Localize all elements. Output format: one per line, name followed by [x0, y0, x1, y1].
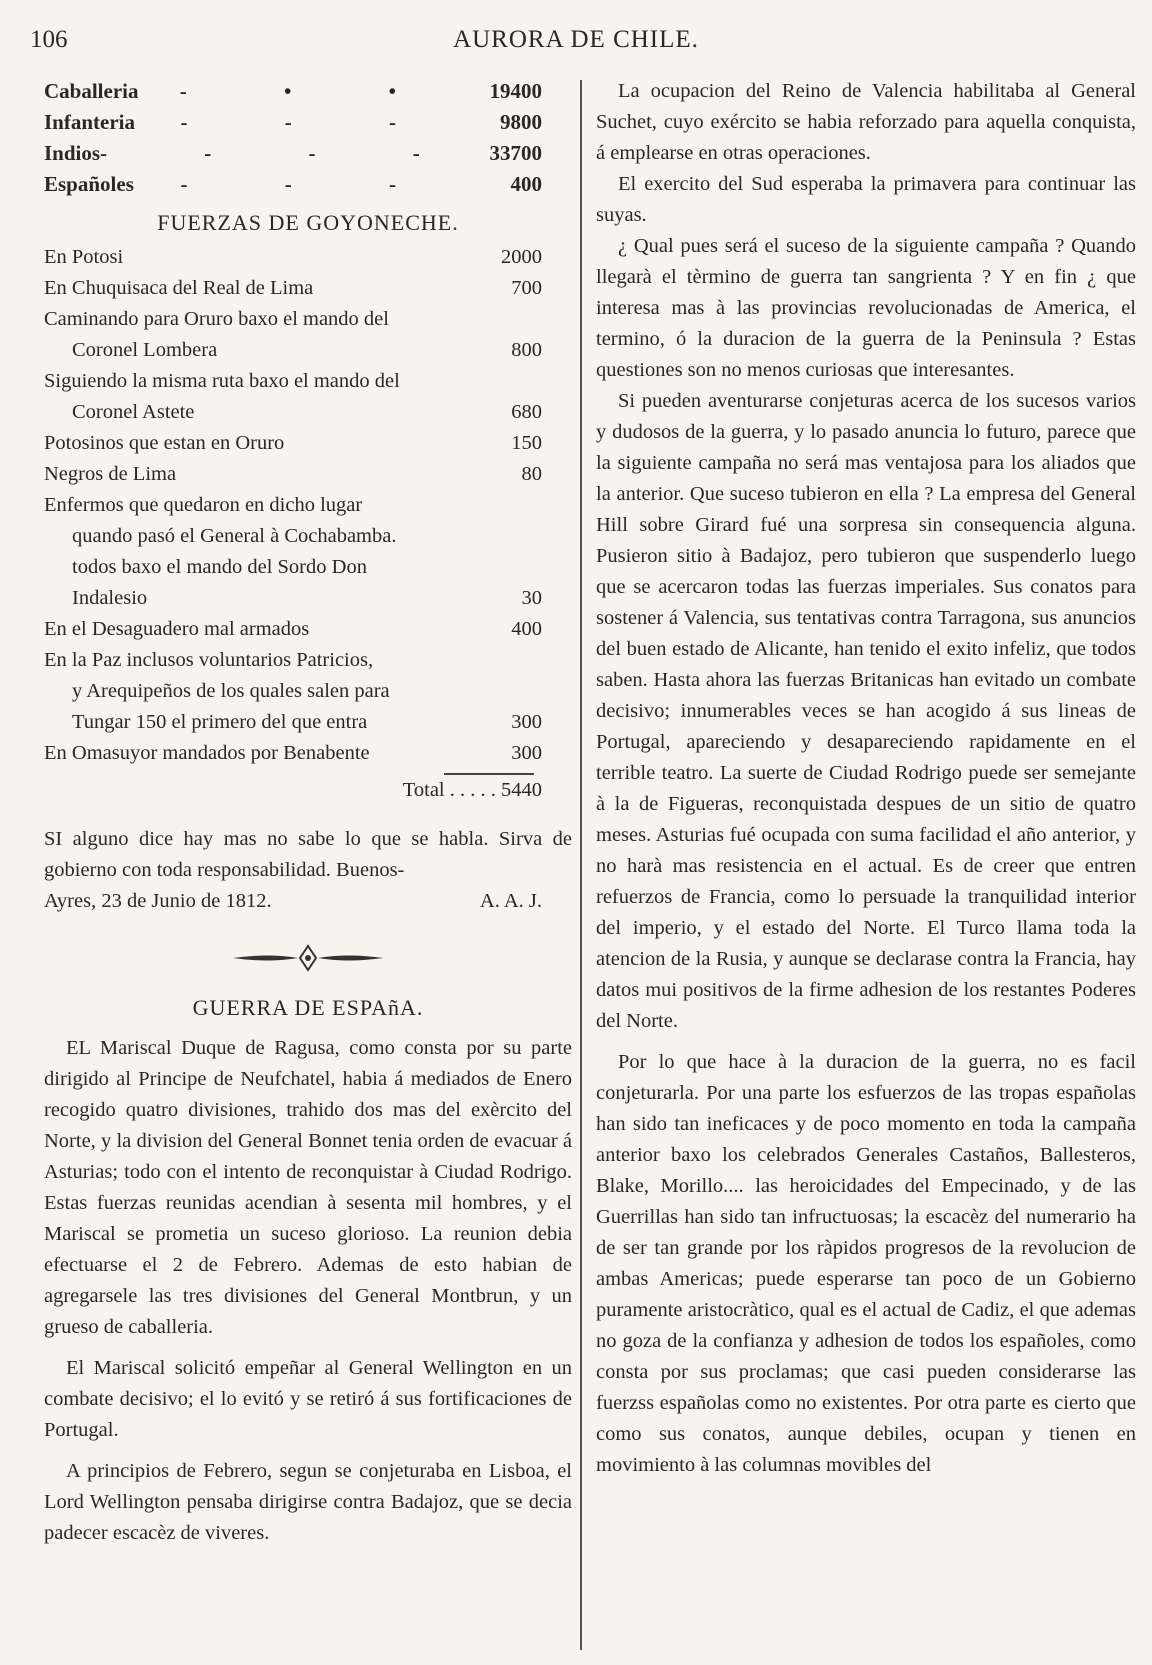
- total-row: [44, 775, 572, 806]
- goyoneche-entry: Potosinos que estan en Oruro 150: [44, 428, 572, 459]
- entry-value: 800: [511, 339, 542, 361]
- section-title-guerra: GUERRA DE ESPAñA.: [192, 995, 424, 1020]
- total-value: 5440: [501, 779, 542, 801]
- running-title: AURORA DE CHILE.: [453, 26, 699, 53]
- ornament-divider: [44, 943, 572, 973]
- article-paragraph: A principios de Febrero, segun se conjeturaba en Lisboa, el Lord Wellington pensaba dirigirse contra Badajoz, que se decia padecer escacèz de viveres.: [44, 1460, 572, 1544]
- page-header: [30, 26, 1122, 66]
- force-label: Españoles: [44, 172, 134, 196]
- force-value: 9800: [500, 110, 542, 134]
- force-value: 400: [510, 172, 542, 196]
- entry-value: 30: [521, 587, 542, 609]
- goyoneche-entry: En Omasuyor mandados por Benabente 300: [44, 738, 572, 769]
- right-column: [596, 76, 1136, 1481]
- goyoneche-entry: En el Desaguadero mal armados 400: [44, 614, 572, 645]
- goyoneche-list: [44, 242, 572, 806]
- goyoneche-entry: Siguiendo la misma ruta baxo el mando del Coronel Astete 680: [44, 366, 572, 428]
- article-paragraph: La ocupacion del Reino de Valencia habilitaba al General Suchet, cuyo exército se habia reforzado para aquella conquista, á emplearse en otras operaciones.: [596, 80, 1136, 164]
- force-row: Españoles - - - 400: [44, 169, 572, 200]
- entry-value: 80: [521, 463, 542, 485]
- goyoneche-entry: Negros de Lima 80: [44, 459, 572, 490]
- article-paragraph: Por lo que hace à la duracion de la guerra, no es facil conjeturarla. Por una parte los esfuerzos de las tropas españolas han sido tan ineficaces y de poco momento en toda la campaña anterior baxo los celebrados Generales Castaños, Ballesteros, Blake, Morillo.... las heroicidades del Empecinado, y de las Guerrillas han sido tan infructuosas; la escacèz del numerario ha de ser tan grande por los ràpidos progresos de la revolucion de ambas Americas; puede esperarse tan poco de un Gobierno puramente aristocràtico, qual es el actual de Cadiz, el que ademas no goza de la confianza y adhesion de todos los españoles, como consta por sus proclamas; que casi pueden considerarse las fuerzss españolas como no existentes. Por otra parte es cierto que como sus conatos, aunque debiles, ocupan y tienen en movimiento à las columnas movibles del: [596, 1051, 1136, 1476]
- goyoneche-entry: En Chuquisaca del Real de Lima 700: [44, 273, 572, 304]
- force-value: 19400: [489, 79, 542, 103]
- note-initials: A. A. J.: [479, 890, 542, 912]
- entry-value: 2000: [501, 246, 542, 268]
- force-row: Caballeria - • • 19400: [44, 76, 572, 107]
- article-paragraph: ¿ Qual pues será el suceso de la siguiente campaña ? Quando llegarà el tèrmino de guerra tan sangrienta ? Y en fin ¿ que interesa mas à las provincias revolucionadas de America, el termino, ó la duracion de la guerra de la Peninsula ? Estas questiones son no menos curiosas que interesantes.: [596, 235, 1136, 381]
- article-paragraph: EL Mariscal Duque de Ragusa, como consta por su parte dirigido al Principe de Neufchatel, habia á mediados de Enero recogido quatro divisiones, trahido dos mas del exèrcito del Norte, y la division del General Bonnet tenia orden de evacuar á Asturias; todo con el intento de reconquistar à Ciudad Rodrigo. Estas fuerzas reunidas acendian à sesenta mil hombres, y el Mariscal se prometia un suceso glorioso. La reunion debia efectuarse el 2 de Febrero. Ademas de esto habian de agregarsele las tres divisiones del General Montbrun, y un grueso de caballeria.: [44, 1037, 572, 1338]
- entry-value: 700: [511, 277, 542, 299]
- column-divider: [580, 80, 582, 1650]
- section-title-goyoneche: FUERZAS DE GOYONECHE.: [157, 210, 459, 235]
- note-signature: [44, 886, 572, 917]
- goyoneche-entry: Caminando para Oruro baxo el mando del Coronel Lombera 800: [44, 304, 572, 366]
- force-value: 33700: [489, 141, 542, 165]
- goyoneche-entry: En Potosi 2000: [44, 242, 572, 273]
- article-paragraph: Si pueden aventurarse conjeturas acerca de los sucesos varios y dudosos de la guerra, y lo pasado anuncia lo futuro, parece que la siguiente campaña no será mas ventajosa para los aliados que la anterior. Que suceso tubieron en ella ? La empresa del General Hill sobre Girard fué una sorpresa sin consequencia alguna. Pusieron sitio à Badajoz, pero tubieron que suspenderlo luego que se acercaron todas las fuerzas imperiales. Sus conatos para sostener á Valencia, sus tentativas contra Tarragona, sus anuncios del buen estado de Alicante, han tenido el exito infeliz, que todos saben. Hasta ahora las fuerzas Britanicas han evitado un combate decisivo; innumerables veces se han acogido á sus lineas de Portugal, apareciendo y desapareciendo rapidamente en el terrible teatro. La suerte de Ciudad Rodrigo puede ser semejante à la de Figueras, reconquistada despues de un sitio de quatro meses. Asturias fué ocupada con suma facilidad el año anterior, y no harà mas resistencia en el actual. Es de creer que entren refuerzos de Francia, como lo persuade la tranquilidad interior del imperio, y el estado del Norte. El Turco llama toda la atencion de la Rusia, y aunque se declarase contra la Francia, hay datos mui positivos de la firme adhesion de los restantes Poderes del Norte.: [596, 390, 1136, 1032]
- entry-value: 300: [511, 711, 542, 733]
- force-label: Infanteria: [44, 110, 135, 134]
- forces-list: [44, 76, 572, 200]
- entry-value: 400: [511, 618, 542, 640]
- entry-value: 300: [511, 742, 542, 764]
- note-place-date: Ayres, 23 de Junio de 1812.: [44, 890, 272, 912]
- force-row: Infanteria - - - 9800: [44, 107, 572, 138]
- article-paragraph: El exercito del Sud esperaba la primavera para continuar las suyas.: [596, 173, 1136, 226]
- force-row: Indios - - - - 33700: [44, 138, 572, 169]
- total-label: Total . . . . .: [402, 779, 496, 801]
- ornament-icon: [228, 943, 388, 973]
- page-number: 106: [30, 26, 68, 53]
- entry-value: 150: [511, 432, 542, 454]
- force-label: Caballeria: [44, 79, 139, 103]
- goyoneche-entry: En la Paz inclusos voluntarios Patricios, y Arequipeños de los quales salen para Tungar 150 el primero del que entra 300: [44, 645, 572, 738]
- entry-value: 680: [511, 401, 542, 423]
- article-paragraph: El Mariscal solicitó empeñar al General Wellington en un combate decisivo; el lo evitó y se retiró á sus fortificaciones de Portugal.: [44, 1357, 572, 1441]
- left-column: [44, 76, 572, 1549]
- goyoneche-entry: Enfermos que quedaron en dicho lugar quando pasó el General à Cochabamba. todos baxo el mando del Sordo Don Indalesio 30: [44, 490, 572, 614]
- note-paragraph: SI alguno dice hay mas no sabe lo que se habla. Sirva de gobierno con toda responsabilidad. Buenos-: [44, 828, 572, 881]
- force-label: Indios: [44, 141, 101, 165]
